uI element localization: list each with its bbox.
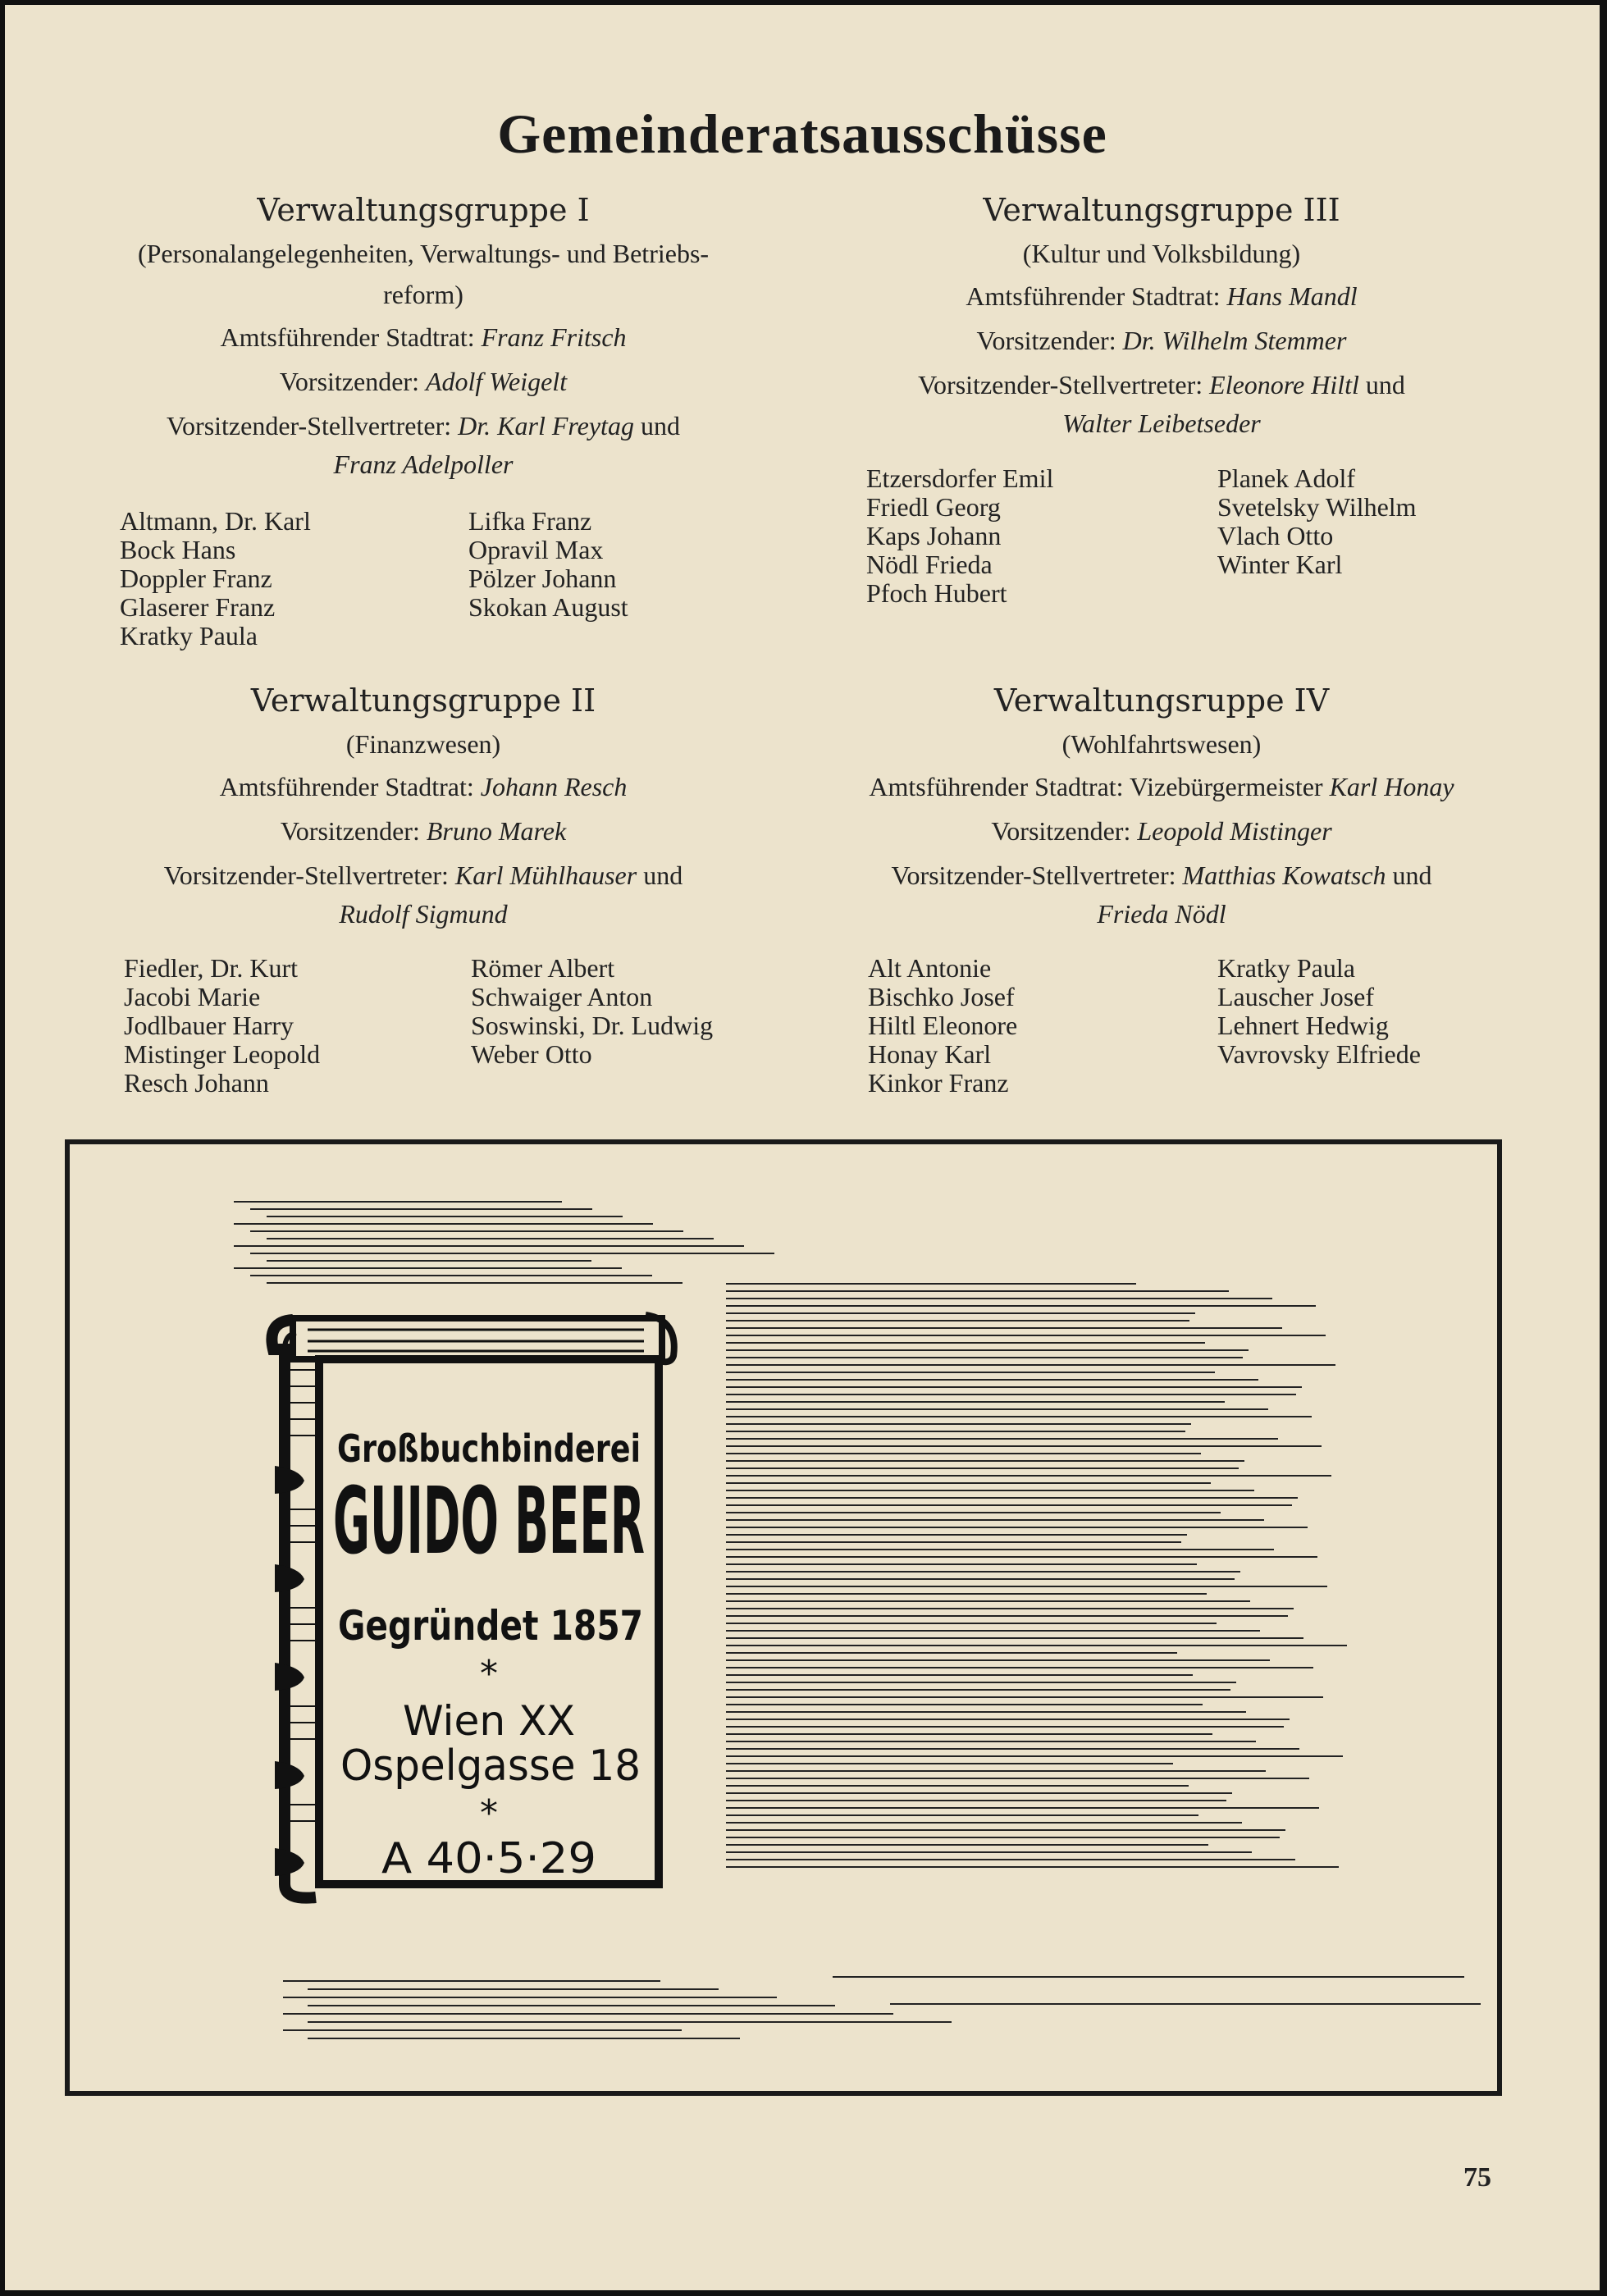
stellv-line-2: Rudolf Sigmund — [339, 899, 508, 929]
ad-star: * — [480, 1653, 498, 1695]
ad-line-1: Großbuchbinderei — [337, 1426, 641, 1471]
member: Etzersdorfer Emil — [866, 463, 1054, 493]
member: Kinkor Franz — [868, 1068, 1009, 1098]
member: Vavrovsky Elfriede — [1217, 1039, 1421, 1069]
member: Lehnert Hedwig — [1217, 1011, 1389, 1040]
member: Doppler Franz — [120, 564, 272, 593]
ad-line-4: Wien XX — [403, 1697, 575, 1745]
group-2 — [54, 682, 792, 930]
member: Jacobi Marie — [124, 982, 261, 1011]
member: Schwaiger Anton — [471, 982, 653, 1011]
group-title: Verwaltungsruppe IV — [993, 682, 1330, 719]
member: Lifka Franz — [468, 506, 592, 536]
stellv-line: Vorsitzender-Stellvertreter: Karl Mühlhauser und — [163, 860, 683, 890]
member: Honay Karl — [868, 1039, 992, 1069]
stellv-line: Vorsitzender-Stellvertreter: Dr. Karl Freytag und — [167, 411, 680, 440]
member: Planek Adolf — [1217, 463, 1355, 493]
members-3-left — [866, 464, 1053, 608]
member: Lauscher Josef — [1217, 982, 1375, 1011]
stellv-line: Vorsitzender-Stellvertreter: Matthias Kowatsch und — [891, 860, 1432, 890]
members-1-left — [120, 507, 311, 650]
member: Fiedler, Dr. Kurt — [124, 953, 299, 983]
stellv-line-2: Walter Leibetseder — [1062, 409, 1261, 438]
member: Pölzer Johann — [468, 564, 617, 593]
member: Alt Antonie — [868, 953, 992, 983]
ad-line-6: A 40·5·29 — [381, 1834, 596, 1883]
stadtrat-line: Amtsführender Stadtrat: Hans Mandl — [966, 281, 1358, 311]
ad-line-2: GUIDO BEER — [333, 1468, 645, 1575]
stadtrat-line: Amtsführender Stadtrat: Franz Fritsch — [220, 322, 627, 352]
stadtrat-line: Amtsführender Stadtrat: Johann Resch — [219, 772, 628, 801]
stellv-line: Vorsitzender-Stellvertreter: Eleonore Hiltl und — [918, 370, 1405, 399]
group-title: Verwaltungsgruppe III — [983, 192, 1340, 228]
group-subtitle: reform) — [383, 280, 463, 309]
members-1-right — [468, 507, 628, 622]
member: Soswinski, Dr. Ludwig — [471, 1011, 714, 1040]
members-2-right — [471, 954, 713, 1069]
stadtrat-line: Amtsführender Stadtrat: Vizebürgermeister Karl Honay — [869, 772, 1454, 801]
vorsitz-line: Vorsitzender: Bruno Marek — [280, 816, 567, 846]
member: Hiltl Eleonore — [868, 1011, 1018, 1040]
member: Resch Johann — [124, 1068, 269, 1098]
vorsitz-line: Vorsitzender: Leopold Mistinger — [991, 816, 1332, 846]
members-2-left — [124, 954, 320, 1098]
member: Kaps Johann — [866, 521, 1002, 550]
vorsitz-line: Vorsitzender: Adolf Weigelt — [279, 367, 568, 396]
group-title: Verwaltungsgruppe II — [250, 682, 596, 719]
page — [5, 5, 1600, 2290]
stellv-line-2: Frieda Nödl — [1097, 899, 1226, 929]
book-icon — [272, 1315, 673, 1898]
group-subtitle: (Finanzwesen) — [345, 729, 501, 759]
vorsitz-line: Vorsitzender: Dr. Wilhelm Stemmer — [976, 326, 1347, 355]
members-3-right — [1217, 464, 1417, 579]
member: Opravil Max — [468, 535, 604, 564]
ad-star-2: * — [480, 1792, 498, 1834]
group-subtitle: (Personalangelegenheiten, Verwaltungs- und Betriebs- — [137, 239, 710, 268]
member: Svetelsky Wilhelm — [1217, 492, 1417, 522]
member: Bock Hans — [120, 535, 236, 564]
page-number: 75 — [1463, 2162, 1491, 2193]
member: Winter Karl — [1217, 550, 1343, 579]
group-4 — [792, 682, 1531, 930]
member: Kratky Paula — [1217, 953, 1355, 983]
ad-line-3: Gegründet 1857 — [338, 1602, 643, 1650]
member: Pfoch Hubert — [866, 578, 1007, 608]
member: Friedl Georg — [866, 492, 1001, 522]
member: Kratky Paula — [120, 621, 258, 650]
group-subtitle: (Wohlfahrtswesen) — [1061, 729, 1262, 759]
group-title: Verwaltungsgruppe I — [257, 192, 590, 228]
group-1 — [54, 192, 792, 481]
member: Nödl Frieda — [866, 550, 993, 579]
member: Skokan August — [468, 592, 628, 622]
member: Weber Otto — [471, 1039, 592, 1069]
member: Glaserer Franz — [120, 592, 276, 622]
ad-line-5: Ospelgasse 18 — [340, 1741, 641, 1791]
group-subtitle: (Kultur und Volksbildung) — [1022, 239, 1301, 268]
advertisement-frame — [65, 1139, 1502, 2096]
advertisement-graphic — [70, 1144, 1497, 2091]
member: Vlach Otto — [1217, 521, 1334, 550]
member: Mistinger Leopold — [124, 1039, 321, 1069]
members-4-left — [868, 954, 1017, 1098]
page-title: Gemeinderatsausschüsse — [497, 103, 1107, 165]
member: Altmann, Dr. Karl — [120, 506, 311, 536]
group-3 — [792, 192, 1531, 440]
member: Jodlbauer Harry — [124, 1011, 294, 1040]
members-4-right — [1217, 954, 1421, 1069]
member: Römer Albert — [471, 953, 615, 983]
member: Bischko Josef — [868, 982, 1015, 1011]
stellv-line-2: Franz Adelpoller — [333, 450, 514, 479]
